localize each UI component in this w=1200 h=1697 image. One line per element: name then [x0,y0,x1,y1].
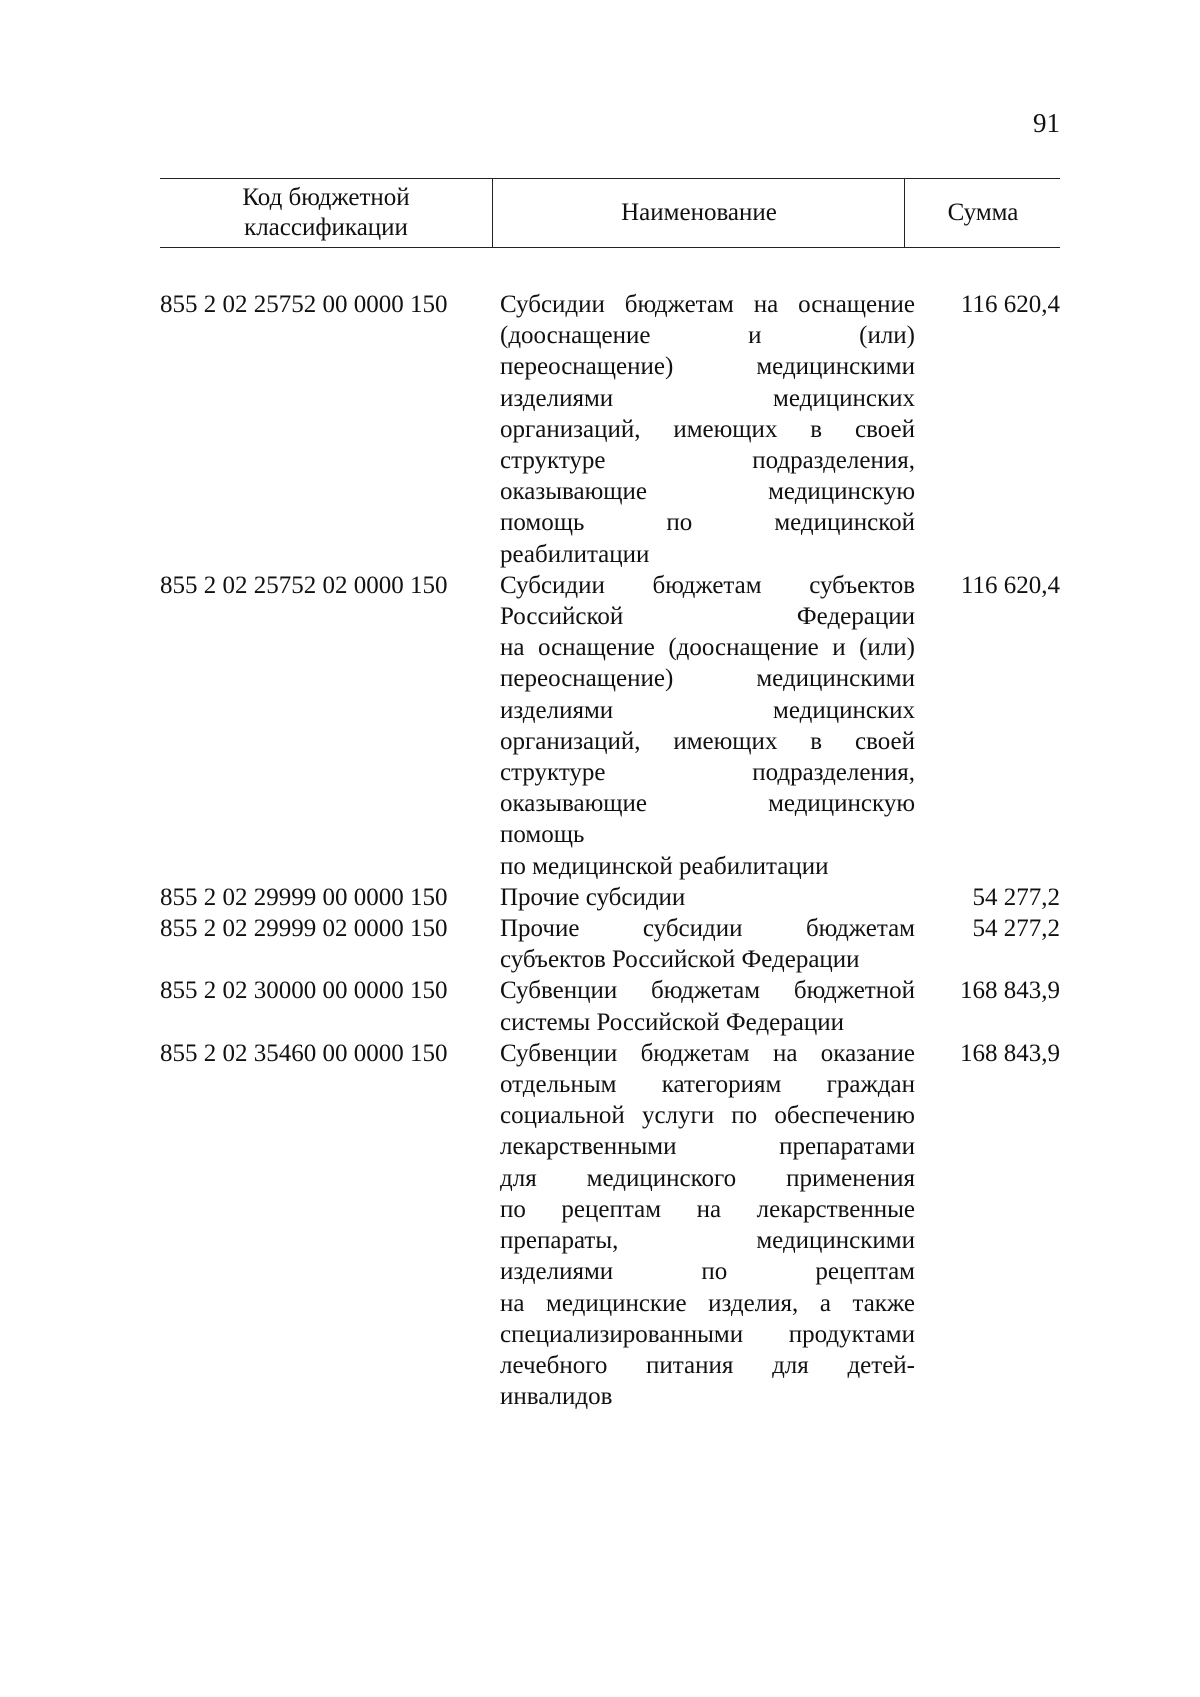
item-name-line: Субвенции бюджетам бюджетной [500,977,915,1005]
item-sum: 54 277,2 [972,915,1060,943]
item-name-line: Субсидии бюджетам субъектов [500,571,915,599]
item-name [500,570,915,882]
item-name-line: организаций, имеющих в своей [500,727,915,755]
table-row [160,1038,1060,1412]
item-name-line: специализированными продуктами [500,1320,915,1348]
item-name-line: по рецептам на лекарственные [500,1195,915,1223]
item-name-line: помощь [500,821,585,849]
item-name-line: помощь по медицинской [500,509,915,537]
item-name-line: отдельным категориям граждан [500,1071,915,1099]
item-sum: 54 277,2 [972,883,1060,911]
item-name [500,289,915,570]
item-name-line: Прочие субсидии [500,883,686,911]
item-name [500,913,915,975]
item-name-line: системы Российской Федерации [500,1008,844,1036]
item-name-line: для медицинского применения [500,1164,915,1192]
item-name-line: Прочие субсидии бюджетам [500,915,915,943]
table-row [160,975,1060,1037]
budget-code: 855 2 02 29999 02 0000 150 [160,915,448,943]
item-name-line: инвалидов [500,1383,613,1411]
column-header-code-line1: Код бюджетной [242,184,410,211]
item-name-line: изделиями медицинских [500,696,915,724]
item-name [500,975,915,1037]
item-name [500,882,915,913]
item-name-line: лекарственными препаратами [500,1133,915,1161]
budget-code: 855 2 02 29999 00 0000 150 [160,883,448,911]
item-name-line: организаций, имеющих в своей [500,415,915,443]
item-name-line: переоснащение) медицинскими [500,353,915,381]
table-row [160,913,1060,975]
budget-code: 855 2 02 25752 00 0000 150 [160,291,448,318]
item-sum: 168 843,9 [960,977,1060,1005]
item-name-line: изделиями медицинских [500,384,915,412]
budget-code: 855 2 02 25752 02 0000 150 [160,571,448,599]
item-name-line: Субвенции бюджетам на оказание [500,1039,915,1067]
item-name-line: на медицинские изделия, а также [500,1289,915,1317]
table-row [160,289,1060,570]
item-name-line: лечебного питания для детей- [500,1351,915,1379]
item-name-line: изделиями по рецептам [500,1258,915,1286]
item-name-line: субъектов Российской Федерации [500,946,860,974]
item-name-line: оказывающие медицинскую [500,790,915,818]
item-name-line: структуре подразделения, [500,447,915,475]
item-name-line: на оснащение (дооснащение и (или) [500,634,915,662]
column-header-name: Наименование [492,179,905,247]
budget-code: 855 2 02 30000 00 0000 150 [160,977,448,1005]
column-header-code [160,179,492,247]
table-body [160,289,1060,1412]
column-header-sum: Сумма [904,179,1061,247]
item-name [500,1038,915,1412]
table-header [160,178,1060,248]
item-name-line: (дооснащение и (или) [500,322,915,350]
page-number: 91 [1033,108,1060,138]
item-name-line: переоснащение) медицинскими [500,665,915,693]
item-name-line: реабилитации [500,540,650,568]
table-row [160,570,1060,882]
item-sum: 168 843,9 [960,1039,1060,1067]
item-sum: 116 620,4 [960,571,1060,599]
item-name-line: социальной услуги по обеспечению [500,1102,915,1130]
item-sum: 116 620,4 [960,291,1060,318]
item-name-line: оказывающие медицинскую [500,478,915,506]
item-name-line: Субсидии бюджетам на оснащение [500,291,915,318]
column-header-code-line2: классификации [244,214,408,241]
item-name-line: по медицинской реабилитации [500,852,829,880]
item-name-line: Российской Федерации [500,603,915,631]
table-row [160,882,1060,913]
budget-code: 855 2 02 35460 00 0000 150 [160,1039,448,1067]
item-name-line: препараты, медицинскими [500,1227,915,1255]
item-name-line: структуре подразделения, [500,759,915,787]
